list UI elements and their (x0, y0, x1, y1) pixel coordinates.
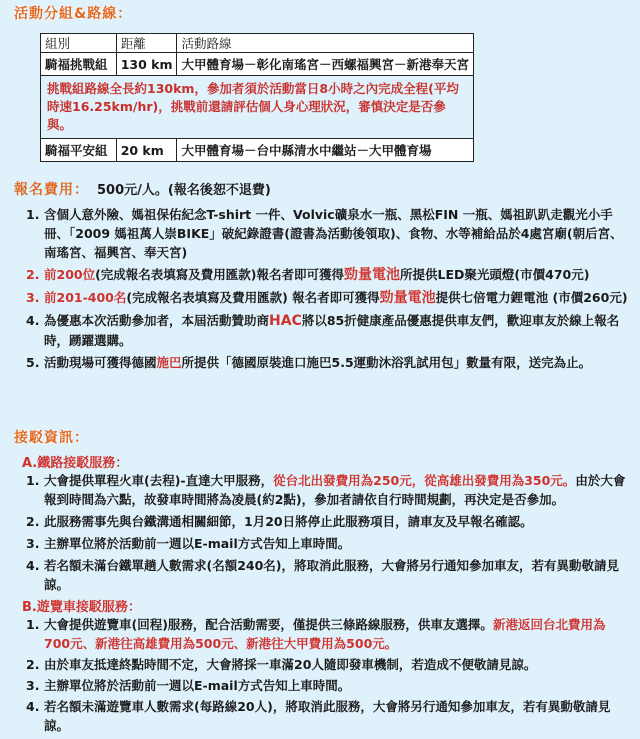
list-item: 1. 大會提供單程火車(去程)-直達大甲服務，從台北出發費用為250元，從高雄出發費用為350元。由於大會報到時間為六點，故發車時間將為凌晨(約2點)，參加者請依自行時間規劃，再決定是否參加。 (26, 473, 626, 507)
list-item: 2. 前200位(完成報名表填寫及費用匯款)報名者即可獲得勁量電池所提供LED聚光頭燈(市價470元) (26, 267, 590, 283)
route-table (40, 33, 474, 162)
challenge-distance: 130 km (116, 53, 177, 76)
fee-section-title: 報名費用： (14, 182, 89, 198)
list-item: 3. 主辦單位將於活動前一週以E-mail方式告知上車時間。 (26, 536, 351, 551)
fee-list (26, 205, 631, 372)
list-item: 3. 前201-400名(完成報名表填寫及費用匯款) 報名者即可獲得勁量電池提供七倍電力鋰電池 (市價260元) (26, 290, 628, 306)
challenge-note: 挑戰組路線全長約130km，參加者須於活動當日8小時之內完成全程(平均時速16.25km/hr)，挑戰前還請評估個人身心理狀況，審慎決定是否參與。 (41, 76, 474, 139)
fee-amount: 500元/人。(報名後恕不退費) (97, 183, 271, 198)
list-item: 1. 含個人意外險、媽祖保佑紀念T-shirt 一件、Volvic礦泉水一瓶、黑松FIN 一瓶、媽祖趴趴走觀光小手冊、「2009 媽祖萬人崇BIKE」破紀錄證書(證書為活動後領取)、食物、水等補給品於4處宮廟(朝后宮、南瑤宮、福興宮、奉天宮) (26, 207, 623, 260)
list-item: 1. 大會提供遊覽車(回程)服務，配合活動需要，僅提供三條路線服務，供車友選擇。新港返回台北費用為700元、新港往高雄費用為500元、新港往大甲費用為500元。 (26, 617, 606, 651)
hac-brand: HAC (269, 313, 302, 329)
safe-distance: 20 km (116, 139, 177, 162)
energizer-brand: 勁量電池 (379, 290, 436, 306)
table-row (41, 139, 474, 162)
energizer-brand: 勁量電池 (344, 267, 401, 283)
table-row (41, 53, 474, 76)
sebamed-brand: 施巴 (156, 355, 182, 370)
table-header-row (41, 34, 474, 53)
route-section-title: 活動分組&路線： (14, 6, 133, 22)
list-item: 5. 活動現場可獲得德國施巴所提供「德國原裝進口施巴5.5運動沐浴乳試用包」數量有限，送完為止。 (26, 355, 592, 370)
list-item: 3. 主辦單位將於活動前一週以E-mail方式告知上車時間。 (26, 678, 351, 693)
bus-list (26, 615, 626, 735)
header-route: 活動路線 (177, 34, 474, 53)
bus-subtitle: B.遊覽車接駁服務： (22, 600, 141, 615)
rail-list (26, 471, 626, 594)
list-item: 2. 此服務需事先與台鐵溝通相關細節，1月20日將停止此服務項目，請車友及早報名確認。 (26, 514, 533, 529)
rail-subtitle: A.鐵路接駁服務： (22, 456, 129, 471)
safe-route: 大甲體育場－台中縣清水中繼站－大甲體育場 (177, 139, 474, 162)
list-item: 4. 為優惠本次活動參加者，本屆活動贊助商HAC將以85折健康產品優惠提供車友們，歡迎車友於線上報名時，踴躍選購。 (26, 313, 620, 348)
list-item: 4. 若名額未滿遊覽車人數需求(每路線20人)，將取消此服務，大會將另行通知參加車友，若有異動敬請見諒。 (26, 699, 611, 733)
safe-group: 騎福平安組 (41, 139, 117, 162)
transport-section-title: 接駁資訊： (14, 430, 89, 446)
header-distance: 距離 (116, 34, 177, 53)
challenge-group: 騎福挑戰組 (41, 53, 117, 76)
challenge-route: 大甲體育場－彰化南瑤宮－西螺福興宮－新港奉天宮 (177, 53, 474, 76)
fee-line (14, 179, 271, 199)
header-group: 組別 (41, 34, 117, 53)
list-item: 2. 由於車友抵達終點時間不定，大會將採一車滿20人隨即發車機制，若造成不便敬請見諒。 (26, 657, 537, 672)
list-item: 4. 若名額未滿台鐵單趟人數需求(名額240名)，將取消此服務，大會將另行通知參加車友，若有異動敬請見諒。 (26, 558, 620, 592)
table-row (41, 76, 474, 139)
